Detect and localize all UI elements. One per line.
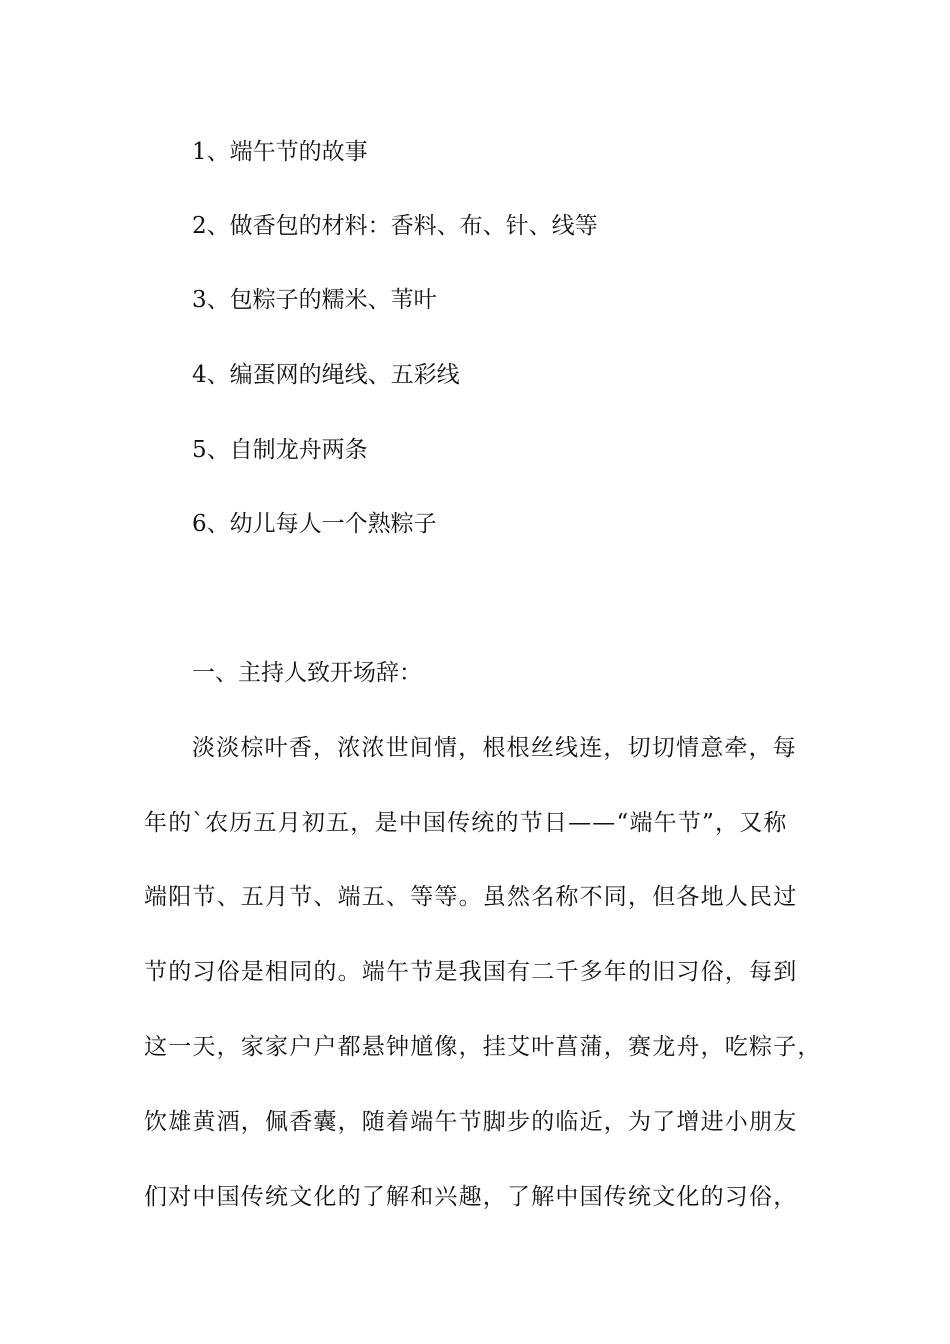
paragraph-line-1: 淡淡棕叶香，浓浓世间情，根根丝线连，切切情意牵，每	[192, 735, 797, 761]
section-heading: 一、主持人致开场辞：	[192, 660, 422, 686]
material-item-5: 5、自制龙舟两条	[192, 437, 368, 463]
material-item-4: 4、编蛋网的绳线、五彩线	[192, 362, 460, 388]
material-item-1: 1、端午节的故事	[192, 139, 368, 165]
paragraph-line-4: 节的习俗是相同的。端午节是我国有二千多年的旧习俗，每到	[144, 959, 798, 985]
paragraph-line-2: 年的`农历五月初五，是中国传统的节日——“端午节”，又称	[144, 810, 788, 836]
material-item-3: 3、包粽子的糯米、苇叶	[192, 287, 437, 313]
paragraph-line-3: 端阳节、五月节、端五、等等。虽然名称不同，但各地人民过	[144, 884, 798, 910]
paragraph-line-6: 饮雄黄酒，佩香囊，随着端午节脚步的临近，为了增进小朋友	[144, 1109, 798, 1135]
material-item-6: 6、幼儿每人一个熟粽子	[192, 511, 437, 537]
paragraph-line-7: 们对中国传统文化的了解和兴趣，了解中国传统文化的习俗，	[144, 1184, 798, 1210]
paragraph-line-5: 这一天，家家户户都悬钟馗像，挂艾叶菖蒲，赛龙舟，吃粽子，	[144, 1034, 822, 1060]
material-item-2: 2、做香包的材料：香料、布、针、线等	[192, 213, 598, 239]
